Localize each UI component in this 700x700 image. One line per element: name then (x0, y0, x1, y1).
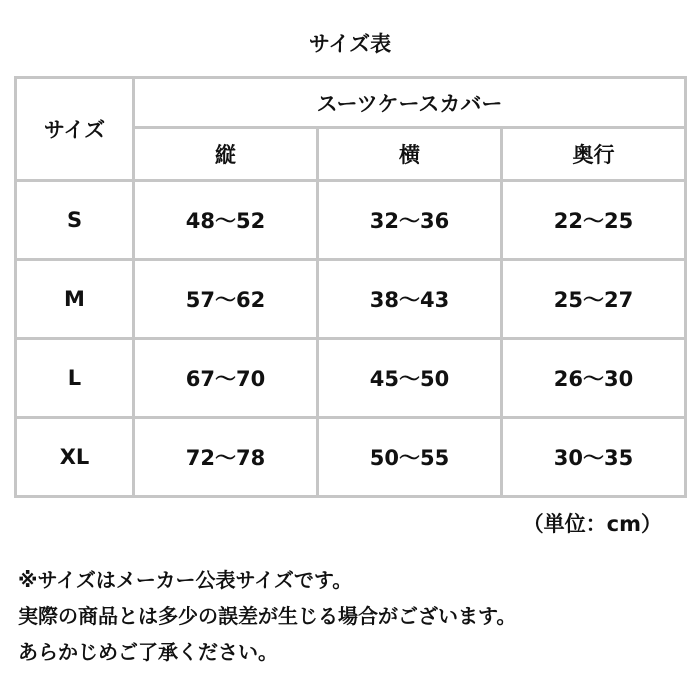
depth-cell: 30〜35 (502, 418, 686, 497)
product-name-header: スーツケースカバー (134, 78, 686, 128)
table-row (16, 181, 686, 260)
depth-cell: 26〜30 (502, 339, 686, 418)
table-row (16, 339, 686, 418)
width-cell: 45〜50 (318, 339, 502, 418)
size-label-cell: M (16, 260, 134, 339)
length-cell: 72〜78 (134, 418, 318, 497)
note-line: ※サイズはメーカー公表サイズです。 (18, 568, 353, 592)
column-header-length: 縦 (134, 128, 318, 181)
length-cell: 57〜62 (134, 260, 318, 339)
unit-label: （単位：cm） (522, 512, 662, 536)
width-cell: 38〜43 (318, 260, 502, 339)
column-header-depth: 奥行 (502, 128, 686, 181)
length-cell: 48〜52 (134, 181, 318, 260)
column-header-width: 横 (318, 128, 502, 181)
table-row (16, 260, 686, 339)
note-line: あらかじめご了承ください。 (18, 640, 278, 664)
size-label-cell: XL (16, 418, 134, 497)
depth-cell: 22〜25 (502, 181, 686, 260)
table-header-row (16, 78, 686, 128)
size-table (14, 76, 687, 498)
table-row (16, 418, 686, 497)
page-title: サイズ表 (308, 32, 392, 56)
width-cell: 32〜36 (318, 181, 502, 260)
notes (18, 562, 516, 670)
size-label-cell: L (16, 339, 134, 418)
width-cell: 50〜55 (318, 418, 502, 497)
size-label-cell: S (16, 181, 134, 260)
length-cell: 67〜70 (134, 339, 318, 418)
note-line: 実際の商品とは多少の誤差が生じる場合がございます。 (18, 604, 517, 628)
depth-cell: 25〜27 (502, 260, 686, 339)
size-column-header: サイズ (16, 78, 134, 181)
